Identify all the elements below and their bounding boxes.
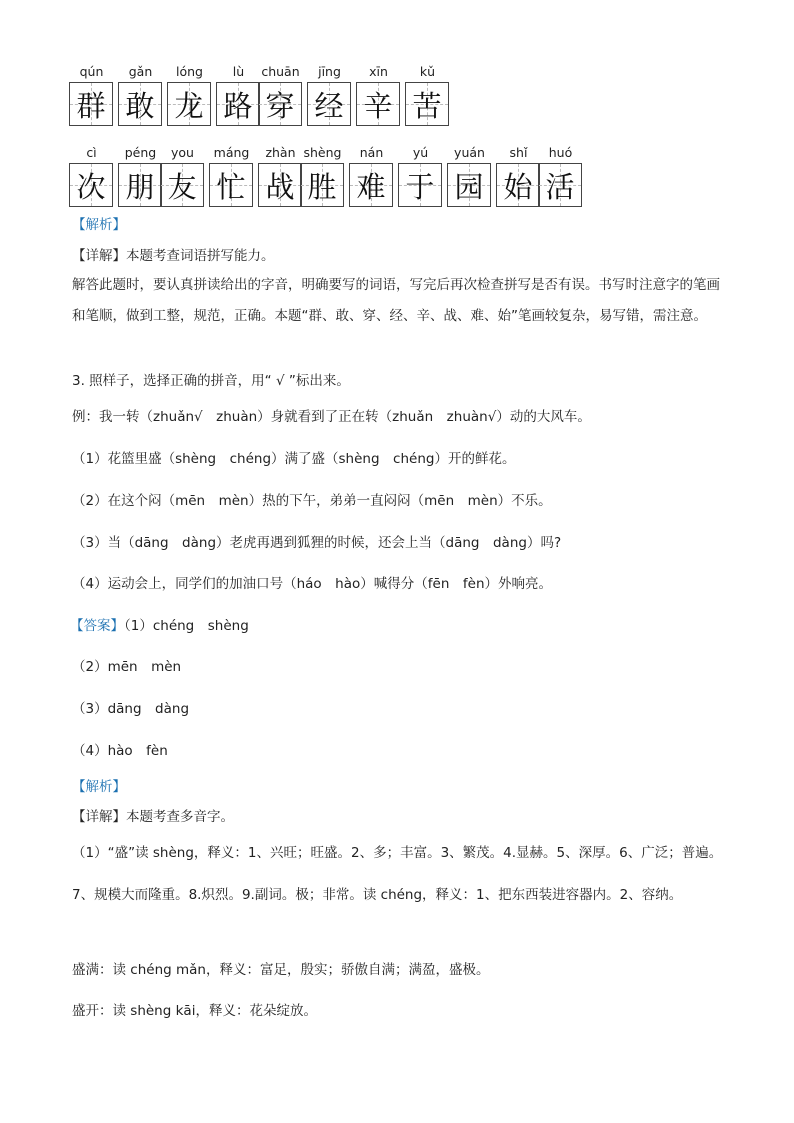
char-boxes (70, 145, 113, 207)
pinyin: yuán (454, 145, 485, 160)
char-boxes (308, 64, 351, 126)
char-boxes (168, 64, 211, 126)
pinyin: yú (412, 145, 429, 160)
word-group (119, 64, 162, 126)
character-grid-row-1 (70, 64, 455, 126)
shengman-definition: 盛满：读 chéng mǎn，释义：富足，殷实；骄傲自满；满盈，盛极。 (72, 962, 490, 978)
char-box: 穿 (258, 82, 302, 126)
pinyin: huó (548, 145, 573, 160)
char-box: 朋 (118, 163, 162, 207)
answer-3: （3）dāng dàng (72, 701, 190, 717)
pinyin: cì (86, 145, 97, 160)
char-boxes (399, 145, 442, 207)
pinyin: gǎn (128, 64, 153, 79)
question-3-title: 3. 照样子，选择正确的拼音，用“ √ ”标出来。 (72, 373, 350, 389)
word-group (406, 64, 449, 126)
char-box: 敢 (118, 82, 162, 126)
word-group (70, 64, 113, 126)
char-box: 经 (307, 82, 351, 126)
char-boxes (448, 145, 491, 207)
analysis-paragraph-2: （1）“盛”读 shèng，释义：1、兴旺；旺盛。2、多；丰富。3、繁茂。4.显赫。5、深厚。6、广泛；普遍。7、规模大而隆重。8.炽烈。9.副词。极；非常。读 chéng，释义：1、把东西装进容器内。2、容纳。 (72, 845, 723, 903)
char-box: 忙 (209, 163, 253, 207)
pinyin: lóng (176, 64, 203, 79)
question-3-example: 例：我一转（zhuǎn√ zhuàn）身就看到了正在转（zhuǎn zhuàn√）动的大风车。 (72, 409, 591, 425)
pinyin: qún (79, 64, 104, 79)
char-boxes (497, 145, 582, 207)
char-boxes (119, 145, 204, 207)
word-group (70, 145, 113, 207)
detail-line-2: 【详解】本题考查多音字。 (72, 809, 234, 825)
word-group (399, 145, 442, 207)
char-boxes (119, 64, 162, 126)
word-group (350, 145, 393, 207)
word-group (357, 64, 400, 126)
char-box: 战 (258, 163, 302, 207)
answer-4: （4）hào fèn (72, 743, 168, 759)
answer-line-1 (70, 614, 249, 634)
char-boxes (70, 64, 113, 126)
analysis-paragraph-1: 解答此题时，要认真拼读给出的字音，明确要写的词语，写完后再次检查拼写是否有误。书写时注意字的笔画和笔顺，做到工整，规范，正确。本题“群、敢、穿、经、辛、战、难、始”笔画较复杂，易写错，需注意。 (72, 277, 720, 324)
char-box: 于 (398, 163, 442, 207)
char-box: 始 (496, 163, 540, 207)
char-box: 园 (447, 163, 491, 207)
char-box: 群 (69, 82, 113, 126)
answer-2: （2）mēn mèn (72, 659, 182, 675)
answer-1: （1）chéng shèng (124, 618, 249, 634)
question-3-item-4: （4）运动会上，同学们的加油口号（háo hào）喊得分（fēn fèn）外响亮。 (72, 576, 552, 592)
char-box: 胜 (300, 163, 344, 207)
analysis-tag-1: 【解析】 (72, 217, 126, 233)
answer-tag: 【答案】 (70, 618, 124, 634)
word-group (308, 64, 351, 126)
word-group (119, 145, 204, 207)
char-boxes (210, 145, 253, 207)
char-boxes (350, 145, 393, 207)
pinyin: péng (124, 145, 157, 160)
pinyin: nán (359, 145, 384, 160)
question-3-item-2: （2）在这个闷（mēn mèn）热的下午，弟弟一直闷闷（mēn mèn）不乐。 (72, 493, 552, 509)
char-box: 友 (160, 163, 204, 207)
pinyin: zhàn (265, 145, 296, 160)
detail-line-1: 【详解】本题考查词语拼写能力。 (72, 248, 275, 264)
char-box: 苦 (405, 82, 449, 126)
char-boxes (259, 145, 344, 207)
question-3-item-3: （3）当（dāng dàng）老虎再遇到狐狸的时候，还会上当（dāng dàng）吗? (72, 535, 562, 551)
word-group (168, 64, 211, 126)
char-box: 活 (538, 163, 582, 207)
char-boxes (217, 64, 302, 126)
word-group (259, 145, 344, 207)
word-group (497, 145, 582, 207)
char-box: 龙 (167, 82, 211, 126)
pinyin: máng (213, 145, 250, 160)
analysis-tag-2: 【解析】 (72, 779, 126, 795)
pinyin: chuān (261, 64, 300, 79)
char-box: 路 (216, 82, 260, 126)
char-box: 辛 (356, 82, 400, 126)
char-box: 次 (69, 163, 113, 207)
word-group (448, 145, 491, 207)
char-boxes (406, 64, 449, 126)
char-boxes (357, 64, 400, 126)
pinyin: kǔ (419, 64, 436, 79)
word-group (217, 64, 302, 126)
pinyin: shèng (303, 145, 342, 160)
pinyin: shǐ (509, 145, 528, 160)
character-grid-row-2 (70, 145, 588, 207)
char-box: 难 (349, 163, 393, 207)
pinyin: lù (232, 64, 245, 79)
pinyin: you (171, 145, 194, 160)
shengkai-definition: 盛开：读 shèng kāi，释义：花朵绽放。 (72, 1003, 317, 1019)
pinyin: jīng (318, 64, 341, 79)
word-group (210, 145, 253, 207)
pinyin: xīn (369, 64, 388, 79)
question-3-item-1: （1）花篮里盛（shèng chéng）满了盛（shèng chéng）开的鲜花。 (72, 451, 516, 467)
